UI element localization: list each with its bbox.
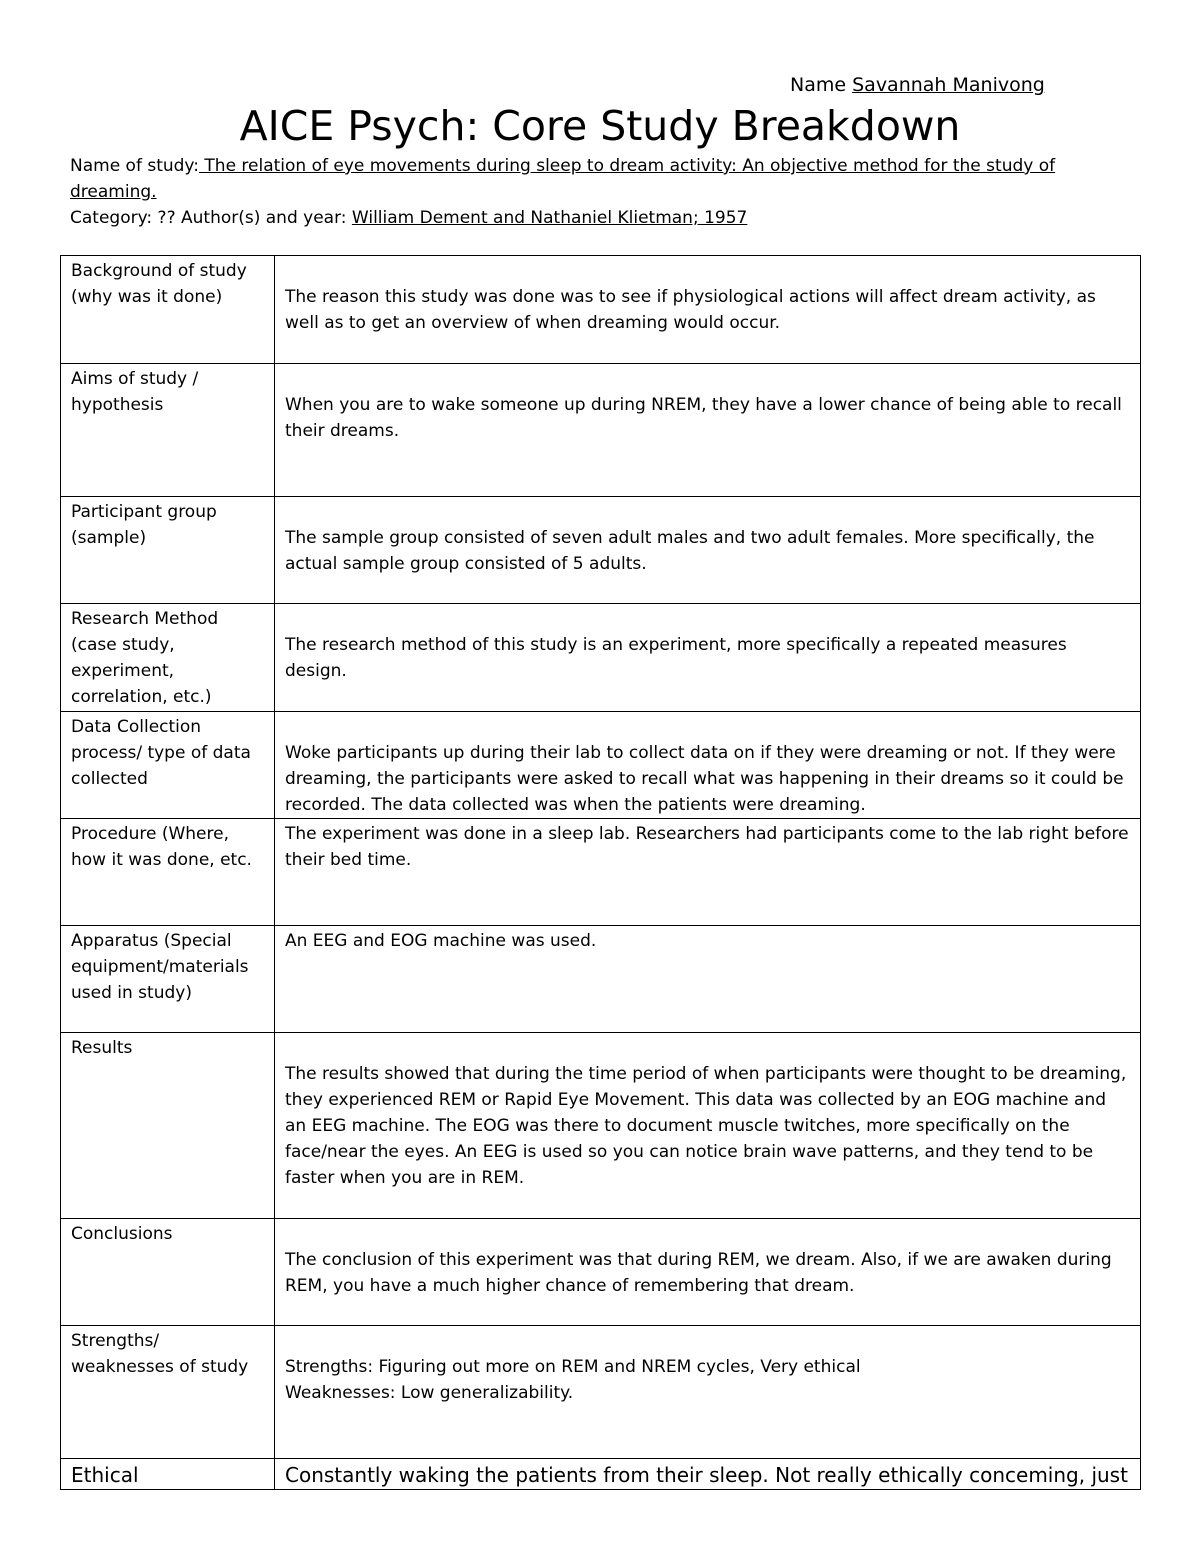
table-row <box>61 604 1141 712</box>
row-content-text: The experiment was done in a sleep lab. Researchers had participants come to the lab right before their bed time. <box>285 824 1129 870</box>
table-row <box>61 926 1141 1033</box>
study-label: Name of study: <box>70 156 199 176</box>
table-row <box>61 497 1141 604</box>
row-content-text: The sample group consisted of seven adult males and two adult females. More specifically, the actual sample group consisted of 5 adults. <box>285 528 1095 574</box>
row-content <box>275 604 1141 712</box>
row-label: Aims of study / hypothesis <box>61 364 275 497</box>
row-content <box>275 1459 1141 1490</box>
row-label: Strengths/ weaknesses of study <box>61 1326 275 1459</box>
category-label: Category: ?? Author(s) and year: <box>70 208 352 228</box>
table-row <box>61 1219 1141 1326</box>
row-content <box>275 364 1141 497</box>
row-content <box>275 497 1141 604</box>
row-label: Procedure (Where, how it was done, etc. <box>61 819 275 926</box>
row-content-text: The research method of this study is an experiment, more specifically a repeated measures design. <box>285 635 1067 681</box>
row-label: Background of study (why was it done) <box>61 256 275 364</box>
row-label: Results <box>61 1033 275 1219</box>
row-content-text: When you are to wake someone up during NREM, they have a lower chance of being able to recall their dreams. <box>285 395 1122 441</box>
table-row <box>61 1033 1141 1219</box>
row-label: Participant group (sample) <box>61 497 275 604</box>
breakdown-table <box>60 255 1141 1490</box>
table-row <box>61 1326 1141 1459</box>
study-meta <box>70 153 1130 231</box>
row-label: Research Method (case study, experiment, correlation, etc.) <box>61 604 275 712</box>
row-content <box>275 819 1141 926</box>
page-title: AICE Psych: Core Study Breakdown <box>239 102 961 150</box>
row-content <box>275 712 1141 819</box>
study-name-line <box>70 153 1130 205</box>
row-content-text: Strengths: Figuring out more on REM and NREM cycles, Very ethical Weaknesses: Low generalizability. <box>285 1357 861 1403</box>
row-label: Apparatus (Special equipment/materials used in study) <box>61 926 275 1033</box>
name-value: Savannah Manivong <box>852 74 1045 96</box>
row-content <box>275 926 1141 1033</box>
row-content <box>275 1033 1141 1219</box>
row-content-text: Woke participants up during their lab to collect data on if they were dreaming or not. If they were dreaming, the participants were asked to recall what was happening in their dreams so it could be recorded. The data collected was when the patients were dreaming. <box>285 743 1124 815</box>
table-row <box>61 819 1141 926</box>
row-content-text: Constantly waking the patients from their sleep. Not really ethically conceming, just <box>285 1463 1128 1487</box>
study-value: The relation of eye movements during sleep to dream activity: An objective method for the study of dreaming. <box>70 156 1056 202</box>
table-row <box>61 1459 1141 1490</box>
row-content-text: The reason this study was done was to see if physiological actions will affect dream activity, as well as to get an overview of when dreaming would occur. <box>285 287 1096 333</box>
category-line <box>70 205 1130 231</box>
row-content-text: The results showed that during the time period of when participants were thought to be dreaming, they experienced REM or Rapid Eye Movement. This data was collected by an EOG machine and an EEG machine. The EOG was there to document muscle twitches, more specifically on the face/near the eyes. An EEG is used so you can notice brain wave patterns, and they tend to be faster when you are in REM. <box>285 1064 1127 1188</box>
table-row <box>61 712 1141 819</box>
row-content-text: The conclusion of this experiment was that during REM, we dream. Also, if we are awaken during REM, you have a much higher chance of remembering that dream. <box>285 1250 1112 1296</box>
row-label: Ethical <box>61 1459 275 1490</box>
row-content <box>275 256 1141 364</box>
row-label: Conclusions <box>61 1219 275 1326</box>
row-label: Data Collection process/ type of data collected <box>61 712 275 819</box>
authors-value: William Dement and Nathaniel Klietman; 1957 <box>351 208 748 228</box>
name-label: Name <box>790 74 847 96</box>
row-content <box>275 1219 1141 1326</box>
student-name-line <box>790 74 1045 96</box>
table-row <box>61 364 1141 497</box>
row-content-text: An EEG and EOG machine was used. <box>285 931 597 951</box>
table-row <box>61 256 1141 364</box>
row-content <box>275 1326 1141 1459</box>
